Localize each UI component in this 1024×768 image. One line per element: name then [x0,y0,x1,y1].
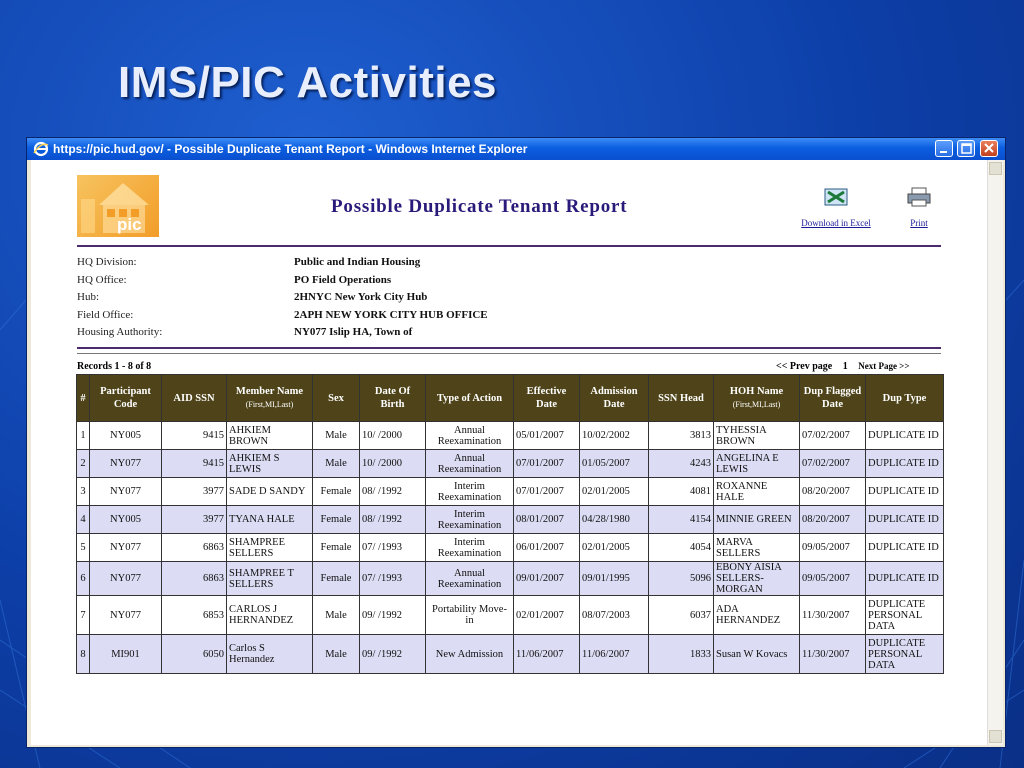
minimize-button[interactable] [935,140,953,157]
table-row [77,506,944,534]
printer-icon [906,187,932,207]
download-excel[interactable] [791,187,881,228]
cell-effective-date: 05/01/2007 [514,422,580,450]
excel-icon [823,187,849,207]
cell-member-name: Carlos S Hernandez [227,635,313,674]
cell-participant-code: NY077 [90,478,162,506]
cell-type-of-action: Annual Reexamination [426,422,514,450]
info-label: HQ Office: [77,273,127,286]
info-row [77,326,677,344]
cell-ssn-head: 1833 [649,635,714,674]
col-dup-flagged-date: Dup Flagged Date [800,375,866,422]
scroll-down-button[interactable] [989,730,1002,743]
cell-admission-date: 01/05/2007 [580,450,649,478]
cell-hoh-name: MINNIE GREEN [714,506,800,534]
cell-aid-ssn: 6050 [162,635,227,674]
report-title: Possible Duplicate Tenant Report [331,196,628,217]
cell-dob: 09/ /1992 [360,596,426,635]
cell-hoh-name: EBONY AISIA SELLERS-MORGAN [714,562,800,596]
cell-effective-date: 02/01/2007 [514,596,580,635]
cell-participant-code: NY077 [90,596,162,635]
cell-hoh-name: ADA HERNANDEZ [714,596,800,635]
records-count: Records 1 - 8 of 8 [77,361,152,372]
cell-member-name: CARLOS J HERNANDEZ [227,596,313,635]
cell-dob: 07/ /1993 [360,562,426,596]
cell-num: 6 [77,562,90,596]
cell-aid-ssn: 6853 [162,596,227,635]
cell-ssn-head: 5096 [649,562,714,596]
cell-aid-ssn: 6863 [162,534,227,562]
maximize-icon [958,141,974,156]
cell-sex: Female [313,506,360,534]
cell-dup-type: DUPLICATE ID [866,506,944,534]
browser-window [26,137,1006,748]
report-info [77,256,677,344]
cell-aid-ssn: 3977 [162,506,227,534]
cell-hoh-name: ROXANNE HALE [714,478,800,506]
col-sex: Sex [313,375,360,422]
minimize-icon [936,141,952,156]
cell-sex: Female [313,478,360,506]
col-num: # [77,375,90,422]
cell-hoh-name: ANGELINA E LEWIS [714,450,800,478]
cell-hoh-name: MARVA SELLERS [714,534,800,562]
table-header-row [77,375,944,422]
table-row [77,422,944,450]
cell-dup-flagged-date: 11/30/2007 [800,635,866,674]
cell-effective-date: 09/01/2007 [514,562,580,596]
cell-admission-date: 04/28/1980 [580,506,649,534]
cell-participant-code: MI901 [90,635,162,674]
print[interactable] [901,187,937,228]
info-label: Hub: [77,291,99,303]
cell-admission-date: 02/01/2005 [580,534,649,562]
cell-dup-type: DUPLICATE ID [866,478,944,506]
table-row [77,534,944,562]
info-label: HQ Division: [77,256,137,268]
cell-dob: 10/ /2000 [360,450,426,478]
col-member-name [227,375,313,422]
cell-ssn-head: 6037 [649,596,714,635]
cell-member-name: SHAMPREE T SELLERS [227,562,313,596]
cell-participant-code: NY077 [90,534,162,562]
cell-num: 8 [77,635,90,674]
cell-ssn-head: 4154 [649,506,714,534]
cell-aid-ssn: 6863 [162,562,227,596]
cell-admission-date: 08/07/2003 [580,596,649,635]
cell-member-name: SADE D SANDY [227,478,313,506]
cell-type-of-action: Interim Reexamination [426,534,514,562]
cell-ssn-head: 4081 [649,478,714,506]
col-hoh-name-label: HOH Name [729,386,784,397]
cell-sex: Female [313,534,360,562]
cell-type-of-action: Annual Reexamination [426,450,514,478]
info-value: PO Field Operations [294,273,392,286]
col-hoh-name-sub: (First,MI,Last) [732,400,781,409]
cell-member-name: AHKIEM S LEWIS [227,450,313,478]
cell-effective-date: 11/06/2007 [514,635,580,674]
pic-logo [77,175,159,237]
info-divider-thin [77,353,941,354]
pagination [776,361,917,372]
cell-sex: Male [313,450,360,478]
current-page: 1 [842,361,848,372]
col-hoh-name [714,375,800,422]
col-participant-code: Participant Code [90,375,162,422]
cell-dup-flagged-date: 07/02/2007 [800,450,866,478]
info-value: Public and Indian Housing [294,256,421,268]
cell-sex: Female [313,562,360,596]
close-button[interactable] [980,140,998,157]
info-row [77,309,677,327]
cell-ssn-head: 4243 [649,450,714,478]
cell-dob: 10/ /2000 [360,422,426,450]
cell-aid-ssn: 9415 [162,422,227,450]
info-value: NY077 Islip HA, Town of [294,326,413,338]
info-label: Housing Authority: [77,326,163,338]
browser-title-text: https://pic.hud.gov/ - Possible Duplicate Tenant Report - Windows Internet Explorer [53,142,528,156]
browser-titlebar[interactable] [27,138,1005,160]
info-row [77,291,677,309]
cell-member-name: AHKIEM BROWN [227,422,313,450]
cell-dup-flagged-date: 11/30/2007 [800,596,866,635]
cell-ssn-head: 3813 [649,422,714,450]
cell-dup-type: DUPLICATE PERSONAL DATA [866,635,944,674]
col-dob: Date Of Birth [360,375,426,422]
cell-dup-type: DUPLICATE ID [866,562,944,596]
cell-admission-date: 10/02/2002 [580,422,649,450]
cell-admission-date: 09/01/1995 [580,562,649,596]
cell-dob: 08/ /1992 [360,506,426,534]
table-row [77,596,944,635]
cell-dob: 07/ /1993 [360,534,426,562]
cell-effective-date: 07/01/2007 [514,450,580,478]
cell-type-of-action: Interim Reexamination [426,478,514,506]
cell-num: 5 [77,534,90,562]
cell-admission-date: 02/01/2005 [580,478,649,506]
cell-type-of-action: Annual Reexamination [426,562,514,596]
slide-title: IMS/PIC Activities [118,58,498,107]
cell-effective-date: 06/01/2007 [514,534,580,562]
cell-num: 2 [77,450,90,478]
info-row [77,256,677,274]
page-viewport [31,160,987,745]
cell-dup-type: DUPLICATE ID [866,422,944,450]
col-aid-ssn: AID SSN [162,375,227,422]
cell-dob: 08/ /1992 [360,478,426,506]
cell-effective-date: 08/01/2007 [514,506,580,534]
vertical-scrollbar[interactable] [987,160,1003,745]
info-value: 2HNYC New York City Hub [294,291,428,303]
cell-type-of-action: New Admission [426,635,514,674]
download-excel-link[interactable]: Download in Excel [801,218,871,228]
cell-effective-date: 07/01/2007 [514,478,580,506]
header-divider [77,245,941,247]
col-member-name-sub: (First,MI,Last) [245,400,294,409]
cell-member-name: TYANA HALE [227,506,313,534]
cell-participant-code: NY005 [90,506,162,534]
info-label: Field Office: [77,308,134,321]
col-ssn-head: SSN Head [649,375,714,422]
cell-dup-flagged-date: 08/20/2007 [800,506,866,534]
table-row [77,635,944,674]
cell-ssn-head: 4054 [649,534,714,562]
col-type-of-action: Type of Action [426,375,514,422]
duplicate-tenant-table [76,374,944,674]
table-row [77,450,944,478]
cell-dup-flagged-date: 09/05/2007 [800,562,866,596]
info-row [77,274,677,292]
maximize-button[interactable] [957,140,975,157]
cell-num: 4 [77,506,90,534]
cell-dup-flagged-date: 08/20/2007 [800,478,866,506]
cell-dup-flagged-date: 07/02/2007 [800,422,866,450]
cell-participant-code: NY077 [90,450,162,478]
cell-participant-code: NY005 [90,422,162,450]
cell-participant-code: NY077 [90,562,162,596]
cell-aid-ssn: 9415 [162,450,227,478]
info-value: 2APH NEW YORK CITY HUB OFFICE [294,308,488,321]
col-admission-date: Admission Date [580,375,649,422]
cell-num: 1 [77,422,90,450]
col-member-name-label: Member Name [235,386,304,397]
cell-hoh-name: TYHESSIA BROWN [714,422,800,450]
cell-dup-flagged-date: 09/05/2007 [800,534,866,562]
cell-num: 3 [77,478,90,506]
cell-admission-date: 11/06/2007 [580,635,649,674]
table-body [77,422,944,674]
cell-dup-type: DUPLICATE ID [866,534,944,562]
prev-page-link[interactable]: << Prev page [776,361,833,372]
pic-logo-text: pic [117,215,142,234]
print-link[interactable]: Print [910,218,928,228]
cell-sex: Male [313,596,360,635]
scroll-up-button[interactable] [989,162,1002,175]
cell-aid-ssn: 3977 [162,478,227,506]
cell-dob: 09/ /1992 [360,635,426,674]
cell-dup-type: DUPLICATE PERSONAL DATA [866,596,944,635]
internet-explorer-icon [33,141,49,157]
cell-dup-type: DUPLICATE ID [866,450,944,478]
table-row [77,478,944,506]
cell-hoh-name: Susan W Kovacs [714,635,800,674]
cell-sex: Male [313,422,360,450]
close-icon [981,141,997,156]
col-effective-date: Effective Date [514,375,580,422]
info-divider [77,347,941,349]
next-page-link[interactable]: Next Page >> [858,361,910,371]
cell-member-name: SHAMPREE SELLERS [227,534,313,562]
table-row [77,562,944,596]
cell-type-of-action: Portability Move-in [426,596,514,635]
cell-type-of-action: Interim Reexamination [426,506,514,534]
col-dup-type: Dup Type [866,375,944,422]
cell-num: 7 [77,596,90,635]
cell-sex: Male [313,635,360,674]
